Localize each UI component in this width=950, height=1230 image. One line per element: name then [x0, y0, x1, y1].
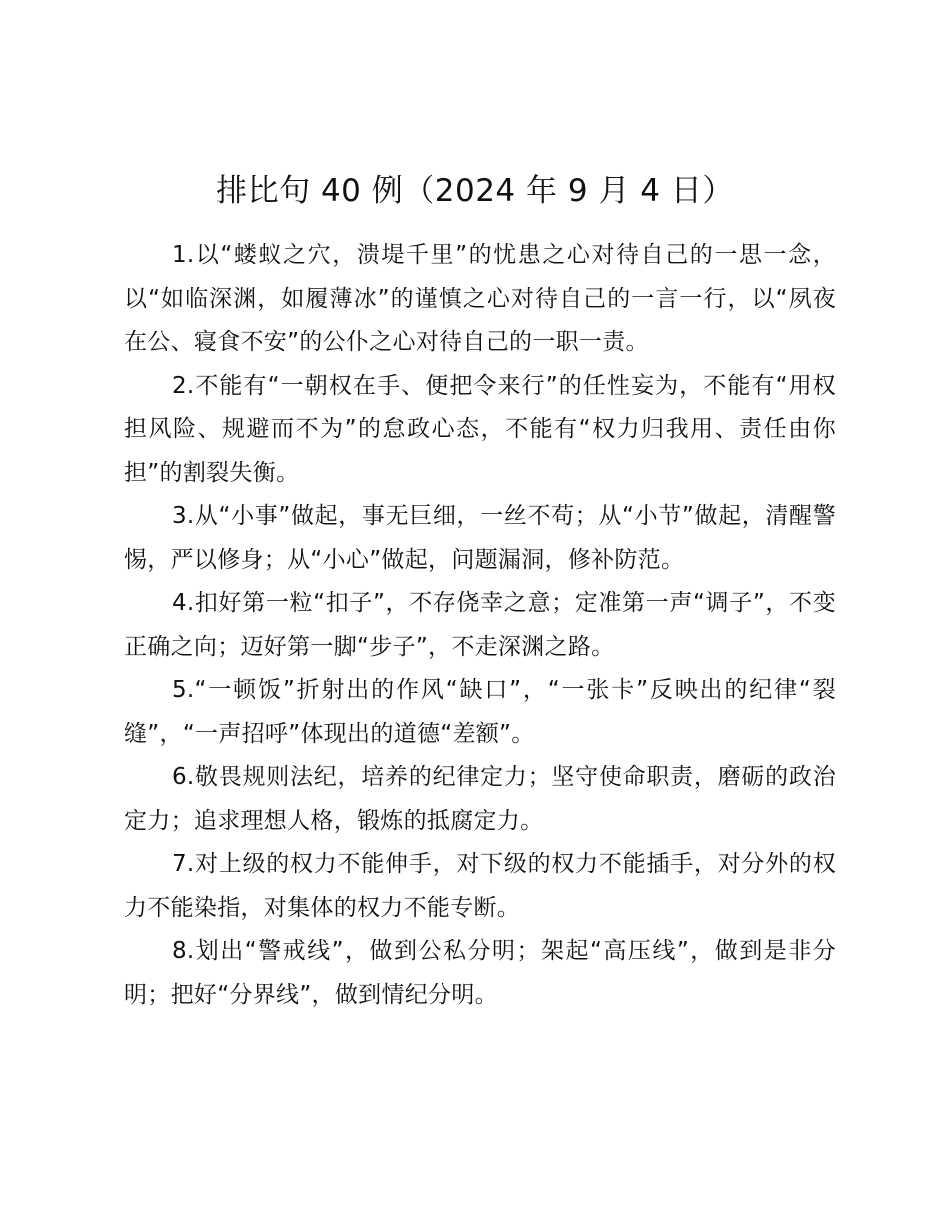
- page-title: 排比句 40 例（2024 年 9 月 4 日）: [216, 173, 734, 209]
- paragraph-2: 2.不能有“一朝权在手、便把令来行”的任性妄为，不能有“用权担风险、规避而不为”的怠政心态，不能有“权力归我用、责任由你担”的割裂失衡。: [124, 372, 836, 486]
- document-body: [124, 234, 836, 1017]
- paragraph-6: 6.敬畏规则法纪，培养的纪律定力；坚守使命职责，磨砺的政治定力；追求理想人格，锻炼的抵腐定力。: [124, 764, 836, 834]
- paragraph-1: 1.以“蝼蚁之穴，溃堤千里”的忧患之心对待自己的一思一念，以“如临深渊，如履薄冰”的谨慎之心对待自己的一言一行，以“夙夜在公、寝食不安”的公仆之心对待自己的一职一责。: [124, 242, 836, 355]
- paragraph-8: 8.划出“警戒线”，做到公私分明；架起“高压线”，做到是非分明；把好“分界线”，做到情纪分明。: [124, 938, 836, 1008]
- paragraph-3: 3.从“小事”做起，事无巨细，一丝不苟；从“小节”做起，清醒警惕，严以修身；从“小心”做起，问题漏洞，修补防范。: [124, 503, 836, 573]
- paragraph-7: 7.对上级的权力不能伸手，对下级的权力不能插手，对分外的权力不能染指，对集体的权力不能专断。: [124, 851, 836, 921]
- paragraph-5: 5.“一顿饭”折射出的作风“缺口”，“一张卡”反映出的纪律“裂缝”，“一声招呼”体现出的道德“差额”。: [124, 677, 836, 747]
- paragraph-4: 4.扣好第一粒“扣子”，不存侥幸之意；定准第一声“调子”，不变正确之向；迈好第一脚“步子”，不走深渊之路。: [124, 590, 836, 660]
